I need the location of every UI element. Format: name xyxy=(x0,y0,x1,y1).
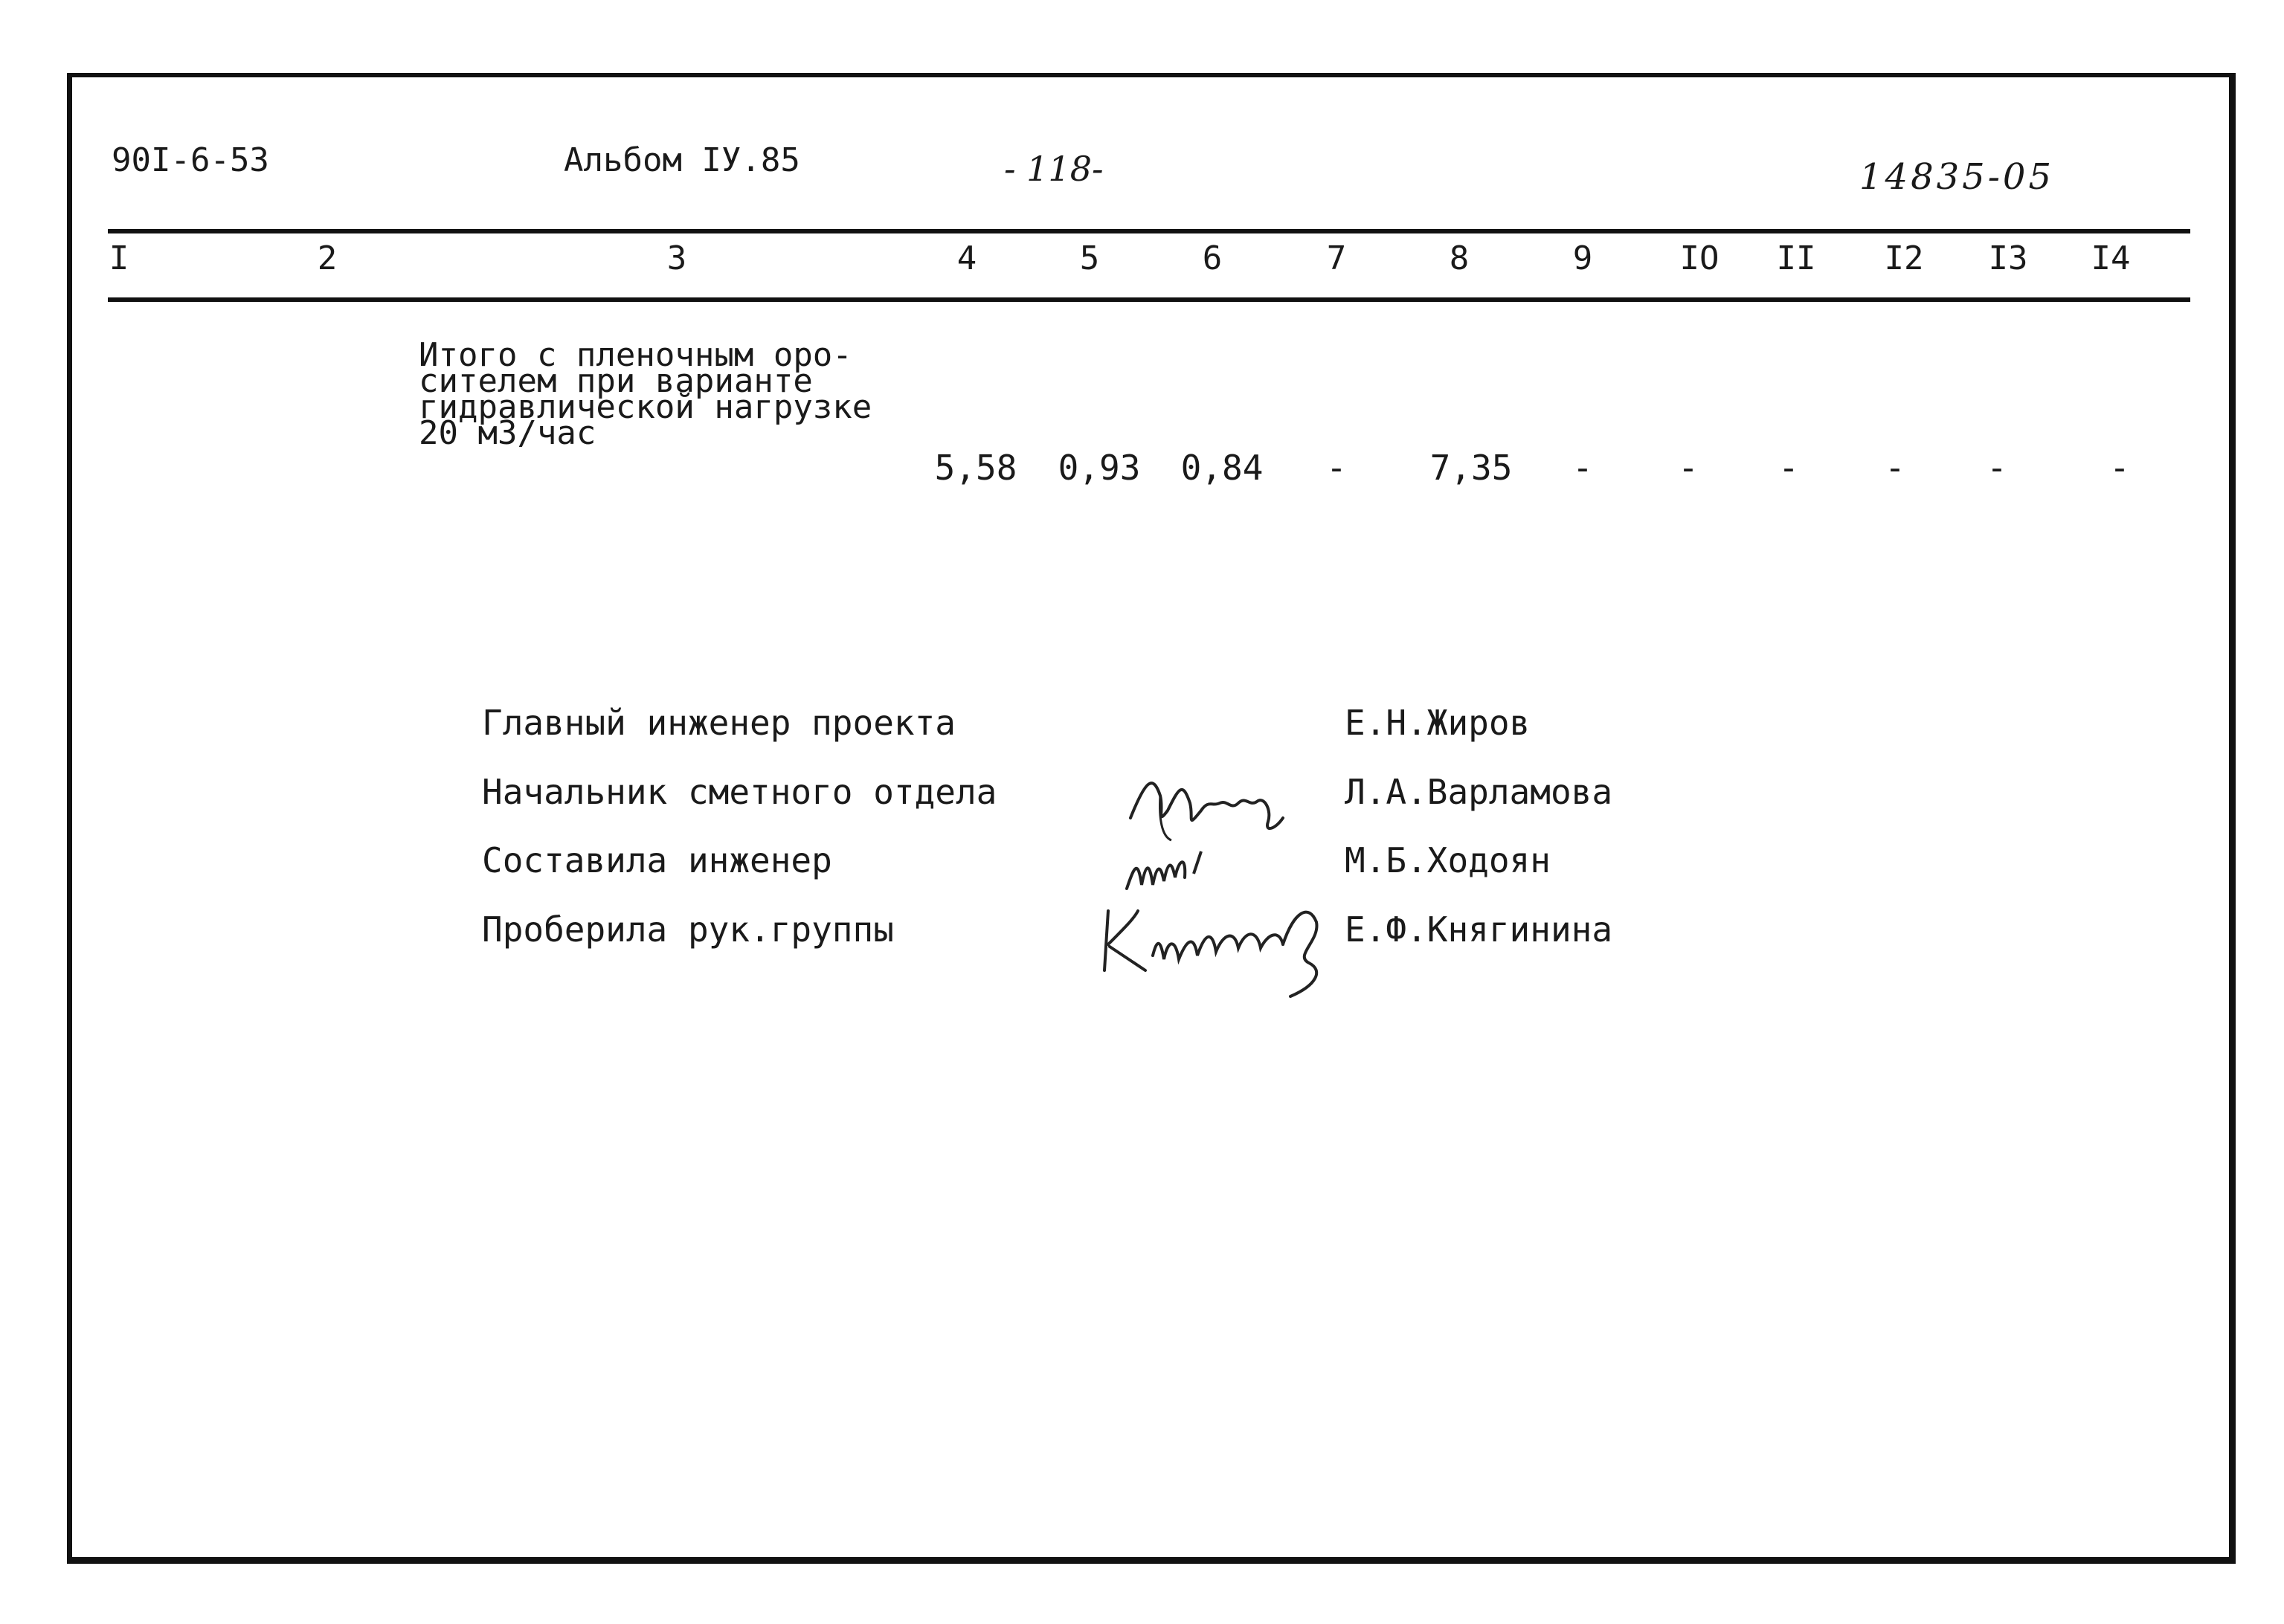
table-top-rule xyxy=(108,229,2190,233)
row-value-col10: - xyxy=(1678,448,1699,488)
col-num: 8 xyxy=(1449,239,1470,277)
signatory-name: Е.Ф.Княгинина xyxy=(1345,909,1613,950)
signatory-role: Составила инженер xyxy=(482,840,832,880)
row-value-col13: - xyxy=(1987,448,2007,488)
row-value-col8: 7,35 xyxy=(1429,448,1513,488)
doc-code: 90I-6-53 xyxy=(112,141,269,179)
handwritten-signature xyxy=(1093,889,1346,1000)
signatory-role: Главный инженер проекта xyxy=(482,703,956,743)
row-value-col7: - xyxy=(1326,448,1347,488)
signatory-role: Проберила рук.группы xyxy=(482,909,894,950)
col-num: 5 xyxy=(1079,239,1100,277)
col-num: 7 xyxy=(1326,239,1347,277)
handwritten-signature xyxy=(1116,766,1309,848)
col-num: I xyxy=(109,239,129,277)
signatory-name: Л.А.Варламова xyxy=(1345,772,1613,812)
row-value-col6: 0,84 xyxy=(1180,448,1264,488)
signatory-role: Начальник сметного отдела xyxy=(482,772,997,812)
signatory-name: М.Б.Ходоян xyxy=(1345,840,1551,880)
row-value-col9: - xyxy=(1572,448,1593,488)
col-num: 9 xyxy=(1572,239,1593,277)
row-value-col14: - xyxy=(2109,448,2130,488)
album-label: Альбом IУ.85 xyxy=(564,141,800,179)
col-num: 3 xyxy=(666,239,687,277)
row-value-col5: 0,93 xyxy=(1058,448,1141,488)
row-description: Итого с пленочным оро- сителем при варианте гидравлической нагрузке 20 м3/час xyxy=(419,336,872,452)
col-num: I4 xyxy=(2091,239,2131,277)
table-header-rule xyxy=(108,297,2190,302)
row-value-col12: - xyxy=(1885,448,1905,488)
stamp-number: 14835-05 xyxy=(1859,156,2054,198)
row-value-col11: - xyxy=(1778,448,1799,488)
col-num: IO xyxy=(1679,239,1720,277)
col-num: II xyxy=(1776,239,1816,277)
col-num: I3 xyxy=(1988,239,2028,277)
col-num: I2 xyxy=(1884,239,1924,277)
col-num: 4 xyxy=(956,239,977,277)
page-number: - 118- xyxy=(1004,149,1104,189)
signatory-name: Е.Н.Жиров xyxy=(1345,703,1531,743)
row-value-col4: 5,58 xyxy=(934,448,1017,488)
col-num: 2 xyxy=(317,239,338,277)
col-num: 6 xyxy=(1202,239,1223,277)
